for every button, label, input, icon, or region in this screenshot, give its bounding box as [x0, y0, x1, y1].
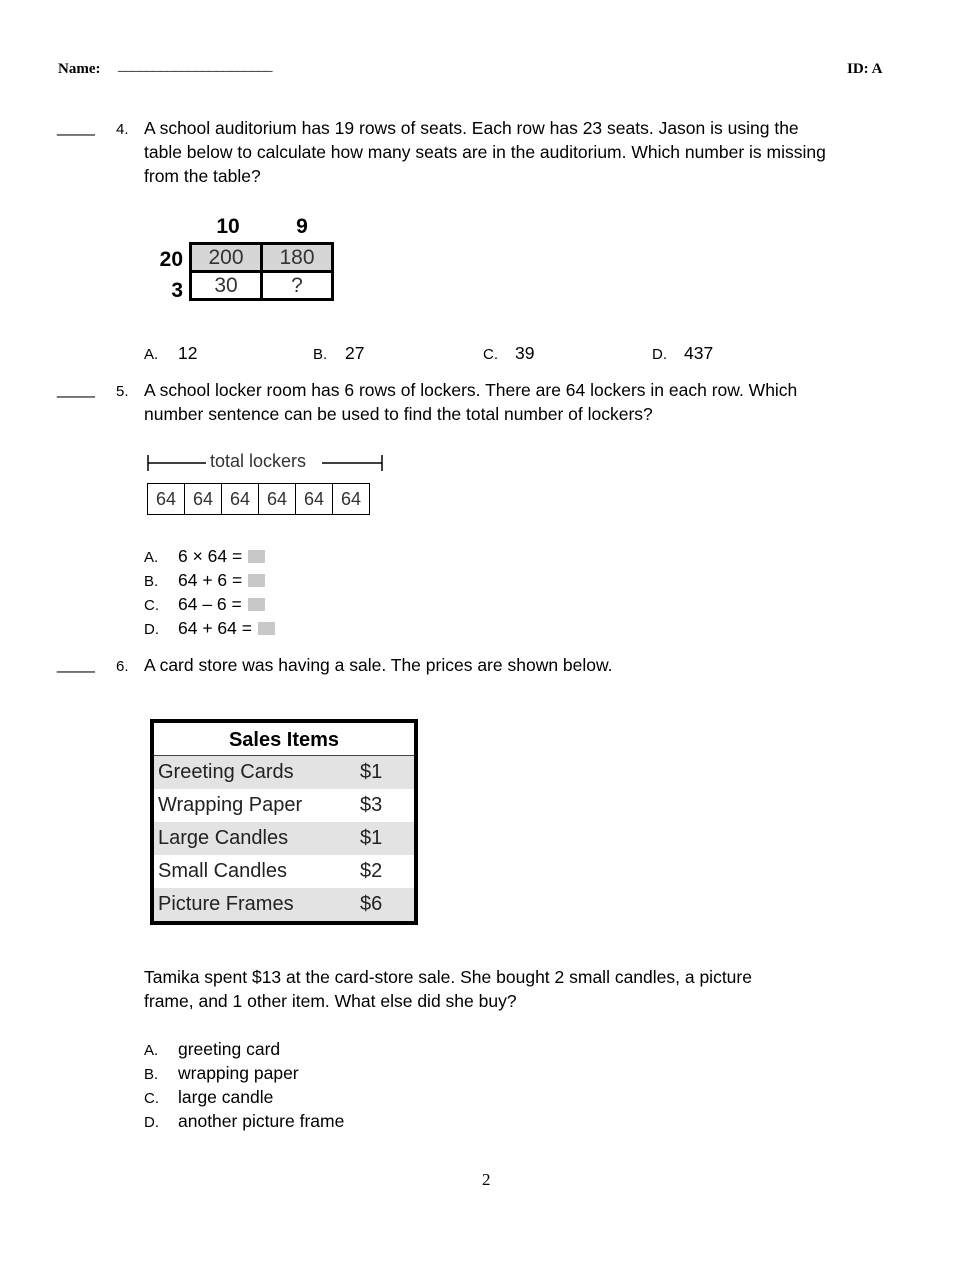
choice-letter: B.: [144, 1066, 159, 1083]
sales-item-price: $1: [360, 827, 383, 849]
sales-item-name: Small Candles: [158, 860, 287, 882]
choice-letter: C.: [483, 346, 498, 363]
choice-letter: D.: [144, 1114, 159, 1131]
id-label: ID: A: [847, 61, 883, 77]
choice-text: large candle: [178, 1087, 274, 1107]
question-line: A school locker room has 6 rows of lockers. There are 64 lockers in each row. Which: [144, 380, 798, 400]
question-line: number sentence can be used to find the total number of lockers?: [144, 404, 653, 424]
question-text-6: [144, 653, 613, 677]
area-row-header: 20: [159, 248, 183, 271]
sales-table-title: Sales Items: [154, 723, 414, 756]
choice-text: greeting card: [178, 1039, 281, 1059]
choice-text: 12: [178, 343, 198, 363]
choice-expression: 64 + 64 =: [178, 618, 252, 638]
page-number: 2: [482, 1170, 491, 1189]
area-cell: 200: [191, 244, 262, 272]
answer-blank-4: ____: [57, 117, 95, 136]
choice-letter: D.: [144, 621, 159, 638]
choice-text: wrapping paper: [178, 1063, 299, 1083]
locker-cell: 64: [259, 484, 296, 515]
choice-text: [178, 546, 265, 567]
sales-item-name: Large Candles: [158, 827, 289, 849]
sales-item-price: $6: [360, 893, 383, 915]
choice-text: 437: [684, 343, 714, 363]
choice-letter: C.: [144, 1090, 159, 1107]
choice-text: 27: [345, 343, 365, 363]
sales-item-name: Picture Frames: [158, 893, 294, 915]
question-number-5: 5.: [116, 383, 129, 400]
area-col-header: 10: [216, 215, 240, 238]
choice-expression: 64 + 6 =: [178, 570, 243, 590]
sales-item-name: Wrapping Paper: [158, 794, 303, 816]
question-followup-6: [144, 965, 752, 1013]
question-number-6: 6.: [116, 658, 129, 675]
sales-items-table: [150, 719, 418, 925]
choice-text: [178, 570, 265, 591]
choice-text: 39: [515, 343, 535, 363]
locker-cell: 64: [222, 484, 259, 515]
choice-text: [178, 594, 265, 615]
area-cell-missing: ?: [262, 272, 333, 300]
area-cell: 180: [262, 244, 333, 272]
answer-box: [248, 598, 265, 611]
answer-blank-5: ____: [57, 379, 95, 398]
sales-row: [154, 888, 414, 921]
sales-row: [154, 855, 414, 888]
question-text-4: [144, 116, 826, 188]
sales-item-price: $2: [360, 860, 383, 882]
locker-cell: 64: [296, 484, 333, 515]
question-line: A card store was having a sale. The prices are shown below.: [144, 655, 613, 675]
locker-cell: 64: [185, 484, 222, 515]
sales-row: [154, 756, 414, 789]
choice-letter: C.: [144, 597, 159, 614]
name-label: Name:: [58, 61, 101, 77]
choice-text: another picture frame: [178, 1111, 345, 1131]
name-blank: ______________________: [118, 58, 272, 74]
answer-blank-6: ____: [57, 654, 95, 673]
question-line: table below to calculate how many seats are in the auditorium. Which number is missing: [144, 142, 826, 162]
choice-expression: 6 × 64 =: [178, 546, 243, 566]
choice-letter: A.: [144, 1042, 159, 1059]
question-text-5: [144, 378, 797, 426]
area-col-header: 9: [296, 215, 308, 238]
answer-box: [258, 622, 275, 635]
sales-row: [154, 789, 414, 822]
sales-item-price: $3: [360, 794, 383, 816]
area-row-header: 3: [171, 279, 183, 302]
sales-item-name: Greeting Cards: [158, 761, 294, 783]
locker-strip: [147, 483, 370, 515]
answer-box: [248, 574, 265, 587]
choice-letter: D.: [652, 346, 667, 363]
choice-letter: A.: [144, 549, 159, 566]
choice-text: [178, 618, 275, 639]
question-line: from the table?: [144, 166, 261, 186]
area-cell: 30: [191, 272, 262, 300]
choice-expression: 64 – 6 =: [178, 594, 242, 614]
locker-cell: 64: [333, 484, 370, 515]
answer-box: [248, 550, 265, 563]
sales-item-price: $1: [360, 761, 383, 783]
question-number-4: 4.: [116, 121, 129, 138]
question-line: A school auditorium has 19 rows of seats. Each row has 23 seats. Jason is using the: [144, 118, 799, 138]
area-model-table: [189, 242, 334, 301]
choice-letter: A.: [144, 346, 159, 363]
locker-cell: 64: [148, 484, 185, 515]
choice-letter: B.: [313, 346, 328, 363]
sales-row: [154, 822, 414, 855]
question-line: Tamika spent $13 at the card-store sale. She bought 2 small candles, a picture: [144, 967, 752, 987]
choice-letter: B.: [144, 573, 159, 590]
question-line: frame, and 1 other item. What else did she buy?: [144, 991, 517, 1011]
total-lockers-label: total lockers: [210, 451, 307, 471]
